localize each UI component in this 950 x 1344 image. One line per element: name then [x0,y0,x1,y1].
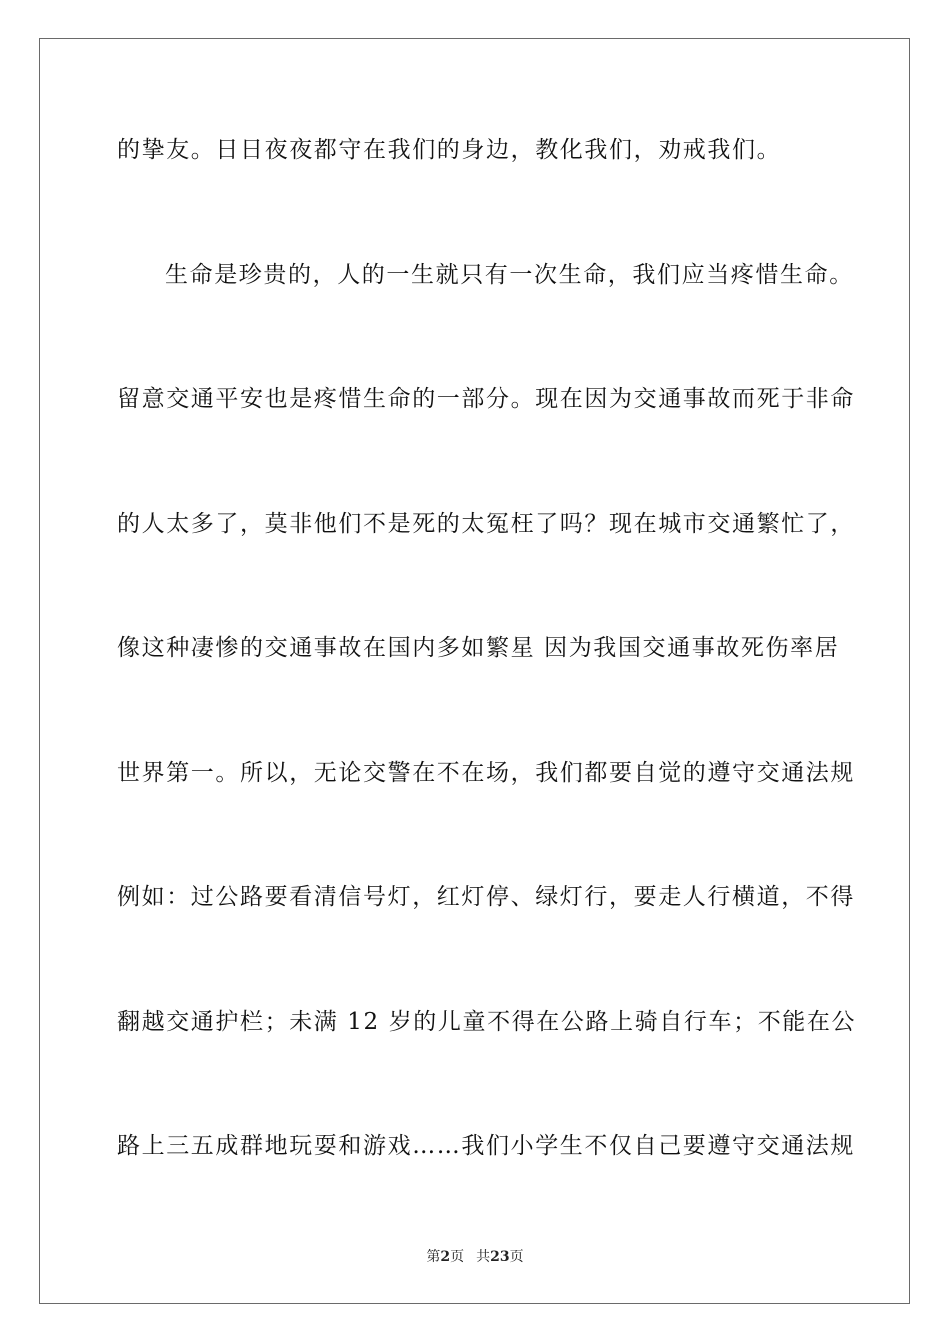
paragraph-line: 的挚友。日日夜夜都守在我们的身边，教化我们，劝戒我们。 [117,137,782,163]
paragraph-line: 翻越交通护栏；未满 12 岁的儿童不得在公路上骑自行车；不能在公 [117,1008,857,1035]
document-body [117,128,857,1249]
paragraph-line: 例如：过公路要看清信号灯，红灯停、绿灯行，要走人行横道，不得 [117,884,855,910]
page-footer [0,1246,950,1266]
page-number-prefix: 第 [426,1249,441,1265]
total-pages-prefix: 共 [476,1249,491,1265]
paragraph-line: 的人太多了，莫非他们不是死的太冤枉了吗？现在城市交通繁忙了， [117,510,855,537]
page-number: 2 [440,1249,451,1265]
paragraph-line: 路上三五成群地玩耍和游戏……我们小学生不仅自己要遵守交通法规 [117,1133,855,1159]
paragraph-line: 生命是珍贵的，人的一生就只有一次生命，我们应当疼惜生命。 [165,261,854,288]
paragraph-line: 世界第一。所以，无论交警在不在场，我们都要自觉的遵守交通法规 [117,759,855,786]
total-pages-suffix: 页 [509,1249,524,1265]
paragraph-line: 留意交通平安也是疼惜生命的一部分。现在因为交通事故而死于非命 [117,386,855,412]
total-pages: 23 [490,1249,510,1265]
paragraph-line: 像这种凄惨的交通事故在国内多如繁星 因为我国交通事故死伤率居 [117,635,840,661]
page-number-suffix: 页 [450,1249,465,1265]
